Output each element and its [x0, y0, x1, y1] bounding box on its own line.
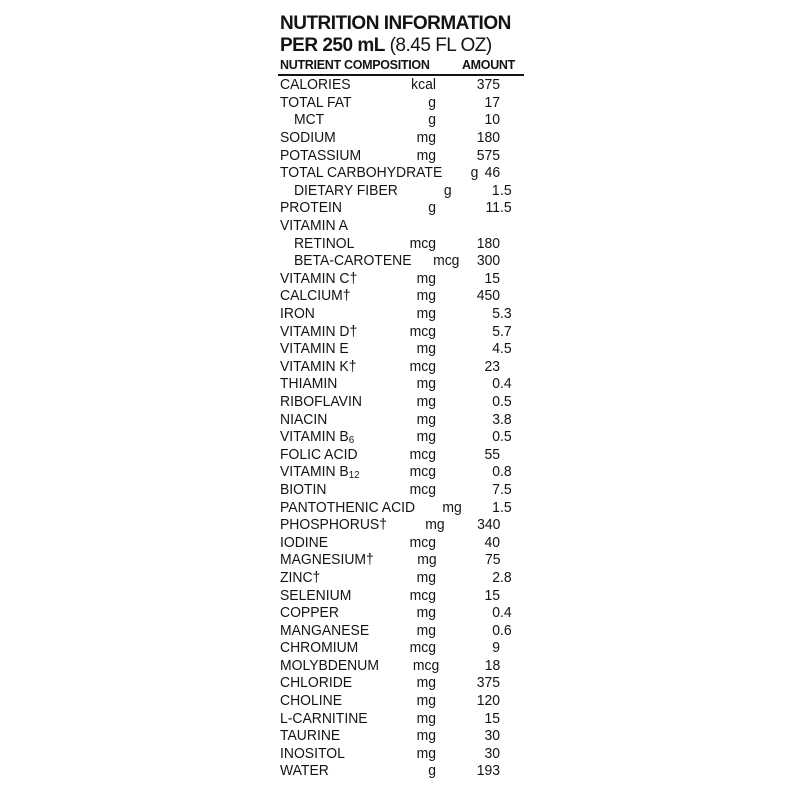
table-row [280, 252, 512, 270]
nutrient-label: VITAMIN E [280, 340, 349, 358]
amount-fraction [500, 358, 511, 375]
nutrient-unit: mg [417, 551, 437, 569]
nutrient-name [280, 217, 373, 234]
amount-fraction: .5 [500, 498, 512, 516]
amount-integer: 15 [484, 586, 500, 604]
amount-integer: 0 [492, 375, 500, 393]
nutrient-name [280, 111, 373, 128]
amount-fraction: .5 [500, 480, 512, 498]
table-row [280, 217, 512, 235]
amount-fraction: .8 [500, 410, 512, 428]
nutrient-label: VITAMIN D† [280, 322, 358, 340]
table-row [280, 727, 512, 745]
nutrient-amount [436, 481, 512, 498]
nutrient-name [280, 587, 373, 604]
nutrient-unit: mg [416, 146, 436, 164]
nutrient-label: MOLYBDENUM [280, 656, 379, 674]
amount-integer: 15 [484, 269, 500, 287]
nutrient-amount [436, 111, 512, 128]
nutrient-label: TAURINE [280, 727, 341, 745]
amount-fraction [500, 147, 511, 164]
table-row [280, 498, 512, 516]
table-row [280, 234, 512, 252]
nutrient-amount [436, 147, 512, 164]
amount-integer: 120 [476, 692, 500, 710]
amount-integer: 340 [476, 516, 500, 534]
amount-integer: 1 [492, 498, 500, 516]
nutrient-unit: g [428, 762, 436, 780]
table-row [280, 182, 512, 200]
nutrient-unit: mg [416, 340, 436, 358]
amount-integer: 575 [476, 146, 500, 164]
nutrient-name [280, 76, 373, 93]
amount-integer: 193 [476, 762, 500, 780]
table-row [280, 463, 512, 481]
amount-fraction [500, 587, 511, 604]
nutrient-label: INOSITOL [280, 744, 345, 762]
nutrient-label: CHLORIDE [280, 674, 353, 692]
nutrient-name [280, 199, 373, 216]
nutrient-unit: mg [416, 674, 436, 692]
nutrient-label: IRON [280, 305, 315, 323]
amount-fraction [500, 270, 511, 287]
nutrient-amount [436, 358, 512, 375]
nutrient-name [280, 710, 373, 727]
table-row [280, 76, 512, 94]
nutrient-name [280, 481, 373, 498]
nutrient-amount [436, 446, 512, 463]
table-row [280, 375, 512, 393]
nutrient-unit: mg [416, 692, 436, 710]
nutrient-name [280, 534, 373, 551]
amount-integer: 7 [492, 480, 500, 498]
table-row [280, 270, 512, 288]
table-row [280, 762, 512, 780]
table-row [280, 551, 512, 569]
table-row [280, 674, 512, 692]
amount-fraction [500, 534, 511, 551]
nutrient-label: VITAMIN C† [280, 269, 358, 287]
nutrient-label: PHOSPHORUS† [280, 516, 387, 534]
nutrient-label-subscript: 12 [348, 469, 360, 482]
table-row [280, 516, 512, 534]
nutrient-name [280, 463, 373, 480]
nutrient-unit: g [428, 111, 436, 129]
table-row [280, 692, 512, 710]
nutrient-label: CALCIUM† [280, 287, 351, 305]
table-row [280, 481, 512, 499]
nutrient-name [280, 323, 373, 340]
amount-integer: 30 [484, 727, 500, 745]
nutrient-amount [436, 604, 512, 621]
nutrient-unit: mg [416, 709, 436, 727]
table-row [280, 146, 512, 164]
nutrient-unit: mcg [409, 480, 436, 498]
nutrient-name [280, 516, 387, 533]
nutrient-label: PANTOTHENIC ACID [280, 498, 416, 516]
table-row [280, 657, 512, 675]
amount-integer: 300 [476, 252, 500, 270]
amount-fraction [500, 111, 511, 128]
amount-integer: 0 [492, 392, 500, 410]
amount-fraction: .4 [500, 375, 512, 393]
nutrient-name [280, 393, 373, 410]
serving-size: PER 250 mL [280, 35, 385, 56]
nutrient-table [280, 76, 512, 780]
nutrient-amount [436, 428, 512, 445]
amount-integer: 5 [492, 305, 500, 323]
nutrient-label: SODIUM [280, 129, 336, 147]
nutrient-label: MAGNESIUM† [280, 551, 374, 569]
nutrient-unit: mcg [409, 463, 436, 481]
nutrient-amount [436, 94, 512, 111]
nutrient-label: CALORIES [280, 76, 351, 94]
nutrient-label: THIAMIN [280, 375, 338, 393]
nutrient-amount [436, 639, 512, 656]
col-nutrient-composition: NUTRIENT COMPOSITION [280, 58, 430, 72]
nutrient-name [280, 428, 373, 445]
amount-fraction [500, 287, 511, 304]
nutrient-amount [436, 340, 512, 357]
nutrient-unit: mg [416, 305, 436, 323]
amount-fraction [500, 692, 511, 709]
nutrient-amount [436, 393, 512, 410]
nutrient-unit: g [471, 164, 479, 182]
nutrient-label: RIBOFLAVIN [280, 392, 362, 410]
table-row [280, 709, 512, 727]
nutrient-amount [462, 499, 512, 516]
nutrient-name [280, 604, 373, 621]
amount-fraction: .5 [500, 428, 512, 446]
amount-fraction [500, 235, 511, 252]
nutrient-label: CHOLINE [280, 692, 343, 710]
nutrient-label: BETA-CAROTENE [293, 252, 412, 270]
nutrient-label: COPPER [280, 604, 339, 622]
table-row [280, 129, 512, 147]
nutrient-unit: mg [416, 392, 436, 410]
nutrient-name [280, 499, 415, 516]
amount-integer: 375 [476, 674, 500, 692]
nutrient-label: MCT [293, 111, 325, 129]
nutrient-label: ZINC† [280, 568, 321, 586]
table-row [280, 94, 512, 112]
nutrient-name [280, 692, 373, 709]
amount-integer: 11 [485, 199, 500, 217]
table-row [280, 621, 512, 639]
amount-fraction [500, 674, 511, 691]
nutrient-name [280, 639, 373, 656]
nutrient-name [280, 235, 373, 252]
nutrient-name [280, 745, 373, 762]
amount-integer: 0 [492, 604, 500, 622]
nutrient-unit: mg [416, 375, 436, 393]
nutrient-unit: mg [416, 269, 436, 287]
table-row [280, 358, 512, 376]
nutrient-label: L-CARNITINE [280, 709, 368, 727]
nutrient-amount [436, 534, 512, 551]
table-row [280, 533, 512, 551]
nutrient-unit: mg [425, 516, 445, 534]
nutrient-name [280, 182, 398, 199]
nutrient-amount [437, 551, 513, 568]
nutrient-name [280, 762, 373, 779]
table-row [280, 322, 512, 340]
nutrient-amount [436, 323, 512, 340]
nutrient-name [280, 287, 373, 304]
nutrient-amount [436, 745, 512, 762]
nutrient-unit: g [443, 181, 452, 199]
nutrient-name [280, 129, 373, 146]
nutrient-unit: mg [416, 744, 436, 762]
table-row [280, 639, 512, 657]
nutrient-unit: kcal [411, 76, 436, 94]
amount-fraction [500, 76, 511, 93]
amount-fraction [500, 639, 511, 656]
nutrient-amount [436, 305, 512, 322]
nutrient-unit: mcg [409, 639, 436, 657]
amount-integer: 3 [492, 410, 500, 428]
table-row [280, 164, 512, 182]
table-row [280, 745, 512, 763]
amount-fraction [500, 657, 511, 674]
amount-fraction [500, 446, 511, 463]
panel-title: NUTRITION INFORMATION [280, 13, 511, 34]
nutrient-label: VITAMIN B [280, 428, 349, 446]
nutrient-label: DIETARY FIBER [293, 181, 398, 199]
nutrient-amount [440, 657, 512, 674]
nutrient-unit: mcg [433, 252, 460, 270]
nutrient-amount [436, 270, 512, 287]
nutrient-name [280, 657, 379, 674]
nutrient-label: VITAMIN A [280, 217, 348, 235]
nutrient-amount [436, 727, 512, 744]
nutrient-label: MANGANESE [280, 621, 370, 639]
nutrient-name [280, 164, 442, 181]
nutrient-amount [445, 516, 512, 533]
nutrient-unit: g [428, 93, 436, 111]
amount-integer: 0 [492, 463, 500, 481]
amount-fraction: .6 [500, 621, 512, 639]
table-row [280, 410, 512, 428]
nutrient-label-subscript: 6 [348, 434, 355, 447]
nutrient-amount [479, 164, 512, 181]
amount-fraction: .3 [500, 305, 512, 323]
nutrient-amount [436, 710, 512, 727]
nutrient-amount [460, 252, 512, 269]
amount-integer: 0 [492, 428, 500, 446]
nutrient-label: BIOTIN [280, 480, 327, 498]
amount-fraction [500, 727, 511, 744]
table-row [280, 305, 512, 323]
nutrition-panel [280, 13, 526, 780]
nutrient-unit: mg [416, 287, 436, 305]
amount-integer: 450 [476, 287, 500, 305]
nutrient-amount [436, 674, 512, 691]
amount-fraction: .5 [500, 181, 512, 199]
amount-fraction: .5 [500, 392, 512, 410]
nutrient-unit: mcg [409, 234, 436, 252]
amount-fraction: .5 [500, 340, 512, 358]
amount-fraction [500, 710, 511, 727]
nutrient-name [280, 674, 373, 691]
amount-fraction [500, 164, 511, 181]
amount-fraction: .8 [500, 463, 512, 481]
amount-integer: 0 [492, 621, 500, 639]
nutrient-name [280, 340, 373, 357]
nutrient-amount [436, 569, 512, 586]
nutrient-amount [436, 463, 512, 480]
nutrient-unit: g [428, 199, 436, 217]
nutrient-name [280, 446, 373, 463]
nutrient-unit: mg [416, 727, 436, 745]
nutrient-unit: mg [416, 621, 436, 639]
amount-integer: 5 [492, 322, 500, 340]
nutrient-amount [436, 129, 512, 146]
table-row [280, 569, 512, 587]
table-row [280, 445, 512, 463]
nutrient-amount [436, 199, 512, 216]
table-row [280, 340, 512, 358]
amount-fraction [500, 551, 511, 568]
amount-integer: 75 [484, 551, 500, 569]
nutrient-label: FOLIC ACID [280, 445, 358, 463]
table-row [280, 287, 512, 305]
nutrient-unit: mcg [409, 322, 436, 340]
table-row [280, 428, 512, 446]
table-row [280, 199, 512, 217]
amount-fraction [500, 745, 511, 762]
nutrient-label: TOTAL CARBOHYDRATE [280, 164, 443, 182]
nutrient-amount [436, 411, 512, 428]
nutrient-name [280, 305, 373, 322]
nutrient-unit: mcg [409, 533, 436, 551]
amount-integer: 18 [484, 656, 500, 674]
nutrient-label: VITAMIN B [280, 463, 349, 481]
amount-integer: 17 [484, 93, 500, 111]
nutrient-label: RETINOL [293, 234, 355, 252]
nutrient-unit: mg [416, 604, 436, 622]
amount-integer: 15 [484, 709, 500, 727]
serving-line [280, 35, 526, 56]
amount-integer: 9 [492, 639, 500, 657]
nutrient-label: WATER [280, 762, 329, 780]
nutrient-unit: mcg [413, 656, 440, 674]
nutrient-name [280, 551, 374, 568]
table-row [280, 586, 512, 604]
nutrient-unit: mg [442, 498, 463, 516]
amount-integer: 180 [476, 129, 500, 147]
amount-integer: 2 [492, 568, 500, 586]
nutrient-name [280, 252, 412, 269]
nutrient-label: POTASSIUM [280, 146, 362, 164]
nutrient-unit: mcg [409, 357, 436, 375]
nutrient-amount [436, 622, 512, 639]
amount-integer: 30 [484, 744, 500, 762]
nutrient-label: SELENIUM [280, 586, 352, 604]
nutrient-unit: mg [416, 428, 436, 446]
nutrient-unit: mg [416, 129, 436, 147]
amount-fraction: .4 [500, 604, 512, 622]
amount-fraction [500, 94, 511, 111]
amount-integer: 180 [476, 234, 500, 252]
nutrient-name [280, 622, 373, 639]
amount-fraction: .7 [500, 322, 512, 340]
amount-fraction: .5 [500, 199, 512, 217]
nutrient-name [280, 727, 373, 744]
table-row [280, 393, 512, 411]
nutrient-name [280, 147, 373, 164]
nutrient-name [280, 569, 373, 586]
nutrient-amount [436, 692, 512, 709]
nutrient-amount [436, 235, 512, 252]
amount-integer: 4 [492, 340, 500, 358]
nutrient-amount [436, 762, 512, 779]
nutrient-name [280, 358, 373, 375]
nutrient-name [280, 375, 373, 392]
nutrient-name [280, 411, 373, 428]
nutrient-unit: mg [416, 410, 436, 428]
nutrient-name [280, 94, 373, 111]
amount-fraction [500, 252, 511, 269]
nutrient-amount [436, 587, 512, 604]
amount-fraction [500, 762, 511, 779]
amount-integer: 55 [484, 445, 500, 463]
nutrient-unit: mg [416, 568, 436, 586]
nutrient-label: VITAMIN K† [280, 357, 357, 375]
table-row [280, 111, 512, 129]
table-row [280, 604, 512, 622]
amount-fraction: .8 [500, 568, 512, 586]
nutrient-label: CHROMIUM [280, 639, 359, 657]
serving-size-oz: (8.45 FL OZ) [384, 35, 492, 56]
nutrient-label: TOTAL FAT [280, 93, 352, 111]
amount-integer: 375 [476, 76, 500, 94]
nutrient-label: PROTEIN [280, 199, 343, 217]
nutrient-amount [436, 375, 512, 392]
amount-integer: 23 [484, 357, 500, 375]
nutrient-unit: mcg [409, 586, 436, 604]
amount-integer: 46 [484, 164, 500, 182]
nutrient-amount [436, 287, 512, 304]
amount-fraction [500, 516, 511, 533]
nutrient-label: IODINE [280, 533, 329, 551]
nutrient-amount [436, 76, 512, 93]
nutrient-name [280, 270, 373, 287]
amount-integer: 10 [484, 111, 500, 129]
amount-integer: 40 [484, 533, 500, 551]
nutrient-unit: mcg [409, 445, 436, 463]
nutrient-label: NIACIN [280, 410, 328, 428]
nutrient-amount [451, 182, 512, 199]
amount-integer: 1 [492, 181, 500, 199]
col-amount: AMOUNT [461, 58, 515, 72]
table-header [280, 58, 515, 72]
amount-fraction [500, 129, 511, 146]
